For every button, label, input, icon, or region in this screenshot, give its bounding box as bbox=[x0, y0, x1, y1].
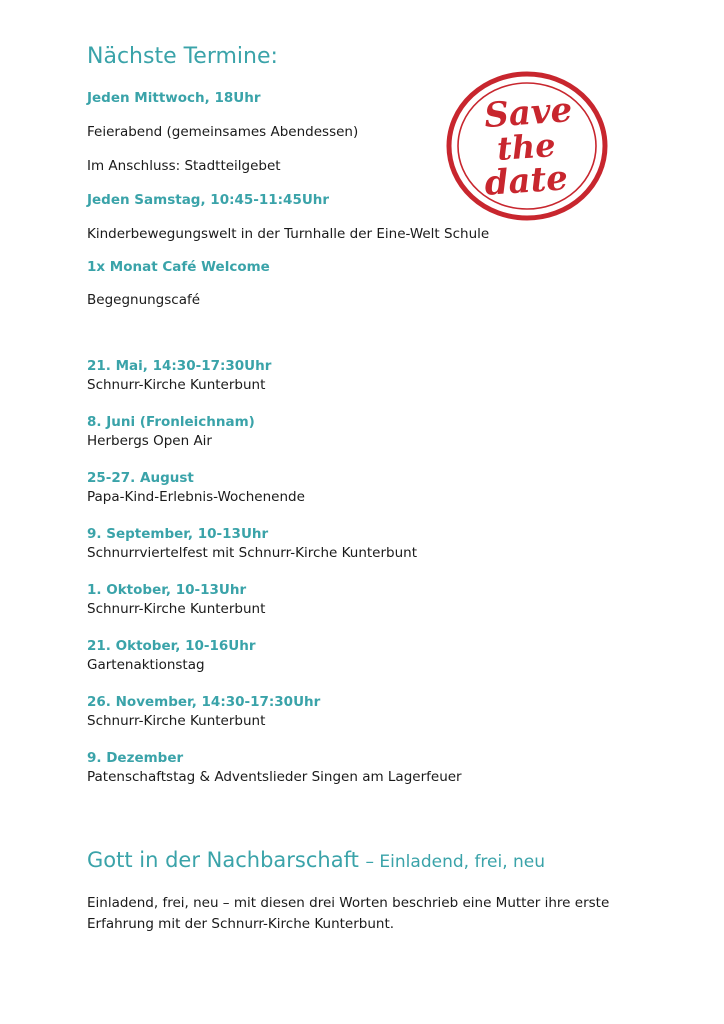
event-date: 8. Juni (Fronleichnam) bbox=[87, 414, 255, 430]
weekly-line-begegnungscafe: Begegnungscafé bbox=[87, 292, 201, 308]
event-date: 9. September, 10-13Uhr bbox=[87, 526, 269, 542]
event-description: Schnurr-Kirche Kunterbunt bbox=[87, 713, 266, 729]
weekly-heading-mittwoch: Jeden Mittwoch, 18Uhr bbox=[87, 90, 261, 106]
weekly-line-kinderbewegungswelt: Kinderbewegungswelt in der Turnhalle der Eine-Welt Schule bbox=[87, 226, 490, 242]
event-description: Schnurr-Kirche Kunterbunt bbox=[87, 601, 266, 617]
save-the-date-stamp bbox=[445, 70, 609, 222]
weekly-heading-samstag: Jeden Samstag, 10:45-11:45Uhr bbox=[87, 192, 330, 208]
section-title-gott-in-der-nachbarschaft bbox=[87, 848, 545, 872]
event-date: 25-27. August bbox=[87, 470, 194, 486]
weekly-line-stadtteilgebet: Im Anschluss: Stadtteilgebet bbox=[87, 158, 281, 174]
event-description: Schnurr-Kirche Kunterbunt bbox=[87, 377, 266, 393]
section-title-naechste-termine: Nächste Termine: bbox=[87, 44, 278, 69]
stamp-text-the: the bbox=[495, 126, 557, 169]
event-date: 26. November, 14:30-17:30Uhr bbox=[87, 694, 321, 710]
stamp-text-date: date bbox=[483, 158, 570, 204]
event-date: 21. Mai, 14:30-17:30Uhr bbox=[87, 358, 272, 374]
event-description: Patenschaftstag & Adventslieder Singen am Lagerfeuer bbox=[87, 769, 462, 785]
section2-subtitle: – Einladend, frei, neu bbox=[365, 852, 546, 872]
weekly-heading-cafe-welcome: 1x Monat Café Welcome bbox=[87, 259, 270, 275]
event-date: 9. Dezember bbox=[87, 750, 184, 766]
event-description: Gartenaktionstag bbox=[87, 657, 205, 673]
event-description: Papa-Kind-Erlebnis-Wochenende bbox=[87, 489, 305, 505]
section2-paragraph: Einladend, frei, neu – mit diesen drei Worten beschrieb eine Mutter ihre erste Erfahrung mit der Schnurr-Kirche Kunterbunt. bbox=[87, 895, 610, 932]
event-description: Herbergs Open Air bbox=[87, 433, 212, 449]
stamp-text-save: Save bbox=[482, 90, 574, 137]
event-description: Schnurrviertelfest mit Schnurr-Kirche Kunterbunt bbox=[87, 545, 418, 561]
weekly-line-feierabend: Feierabend (gemeinsames Abendessen) bbox=[87, 124, 359, 140]
event-date: 1. Oktober, 10-13Uhr bbox=[87, 582, 247, 598]
section2-title: Gott in der Nachbarschaft bbox=[87, 848, 359, 872]
event-date: 21. Oktober, 10-16Uhr bbox=[87, 638, 256, 654]
